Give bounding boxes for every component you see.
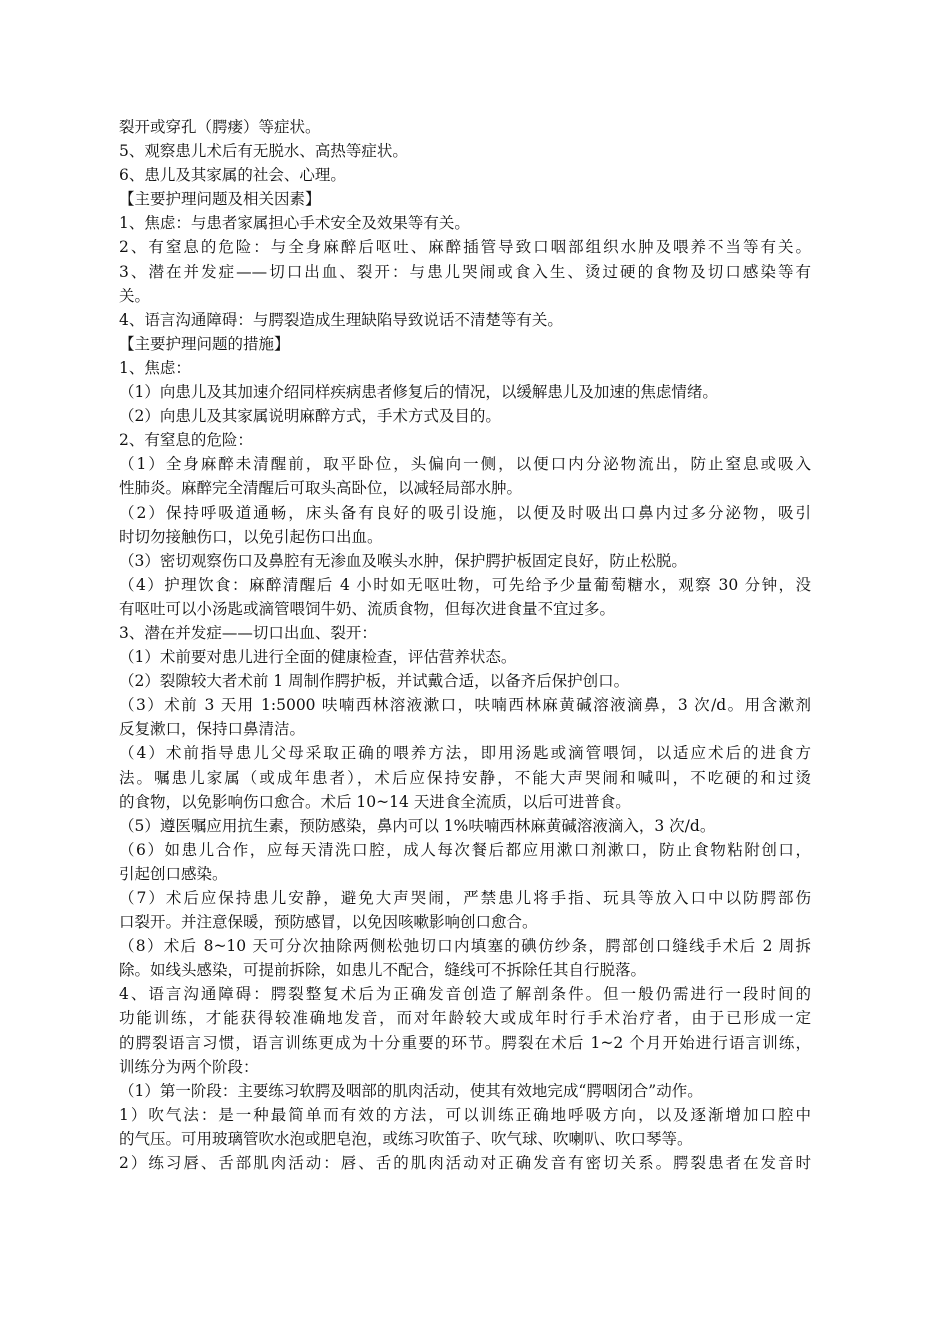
text-line: 的腭裂语言习惯，语言训练更成为十分重要的环节。腭裂在术后 1~2 个月开始进行语言训练， — [119, 1033, 811, 1052]
text-line: 性肺炎。麻醉完全清醒后可取头高卧位，以减轻局部水肿。 — [119, 479, 523, 498]
text-line: 6、患儿及其家属的社会、心理。 — [119, 166, 346, 185]
text-line: 反复漱口，保持口鼻清洁。 — [119, 720, 306, 739]
text-line: 训练分为两个阶段： — [119, 1057, 259, 1076]
text-line: 5、观察患儿术后有无脱水、高热等症状。 — [119, 142, 408, 161]
text-line: 4、语言沟通障碍：与腭裂造成生理缺陷导致说话不清楚等有关。 — [119, 310, 563, 329]
text-line: （8）术后 8~10 天可分次抽除两侧松弛切口内填塞的碘仿纱条，腭部创口缝线手术后 2 周拆 — [119, 937, 811, 956]
text-line: （7）术后应保持患儿安静，避免大声哭闹，严禁患儿将手指、玩具等放入口中以防腭部伤 — [119, 889, 811, 907]
text-line: （4）术前指导患儿父母采取正确的喂养方法，即用汤匙或滴管喂饲，以适应术后的进食方 — [119, 744, 811, 763]
text-line: （1）术前要对患儿进行全面的健康检查，评估营养状态。 — [119, 648, 517, 667]
text-line: （1）全身麻醉未清醒前，取平卧位，头偏向一侧，以便口内分泌物流出，防止窒息或吸入 — [119, 455, 811, 474]
text-line: 引起创口感染。 — [119, 864, 228, 883]
text-line: 1、焦虑： — [119, 358, 191, 377]
text-line: 口裂开。并注意保暖，预防感冒，以免因咳嗽影响创口愈合。 — [119, 913, 538, 932]
text-line: 除。如线头感染，可提前拆除，如患儿不配合，缝线可不拆除任其自行脱落。 — [119, 961, 647, 980]
text-line: 时切勿接触伤口，以免引起伤口出血。 — [119, 527, 383, 546]
text-line: 关。 — [119, 286, 151, 305]
text-line: （1）第一阶段：主要练习软腭及咽部的肌肉活动，使其有效地完成“腭咽闭合”动作。 — [119, 1081, 703, 1100]
text-line: 2）练习唇、舌部肌肉活动：唇、舌的肌肉活动对正确发音有密切关系。腭裂患者在发音时 — [119, 1154, 811, 1173]
text-line: 【主要护理问题及相关因素】 — [119, 190, 321, 209]
text-line: （3）术前 3 天用 1:5000 呋喃西林溶液漱口，呋喃西林麻黄碱溶液滴鼻，3 次/d。用含漱剂 — [119, 696, 811, 715]
text-line: （2）裂隙较大者术前 1 周制作腭护板，并试戴合适，以备齐后保护创口。 — [119, 672, 630, 691]
text-line: 3、潜在并发症——切口出血、裂开： — [119, 623, 377, 642]
text-line: 1、焦虑：与患者家属担心手术安全及效果等有关。 — [119, 214, 470, 233]
text-line: （2）保持呼吸道通畅，床头备有良好的吸引设施，以便及时吸出口鼻内过多分泌物，吸引 — [119, 503, 811, 522]
text-line: 2、有窒息的危险：与全身麻醉后呕吐、麻醉插管导致口咽部组织水肿及喂养不当等有关。 — [119, 238, 811, 257]
document-page — [119, 115, 811, 1175]
text-line: 功能训练，才能获得较准确地发音，而对年龄较大或成年时行手术治疗者，由于已形成一定 — [119, 1009, 811, 1028]
text-line: 4、语言沟通障碍：腭裂整复术后为正确发音创造了解剖条件。但一般仍需进行一段时间的 — [119, 985, 811, 1004]
text-line: 有呕吐可以小汤匙或滴管喂饲牛奶、流质食物，但每次进食量不宜过多。 — [119, 599, 616, 618]
text-line: （1）向患儿及其加速介绍同样疾病患者修复后的情况，以缓解患儿及加速的焦虑情绪。 — [119, 383, 718, 402]
text-line: （6）如患儿合作，应每天清洗口腔，成人每次餐后都应用漱口剂漱口，防止食物粘附创口， — [119, 840, 811, 859]
text-line: 2、有窒息的危险： — [119, 431, 253, 450]
text-line: 【主要护理问题的措施】 — [119, 334, 290, 353]
text-line: （4）护理饮食：麻醉清醒后 4 小时如无呕吐物，可先给予少量葡萄糖水，观察 30 分钟，没 — [119, 575, 811, 594]
text-line: 法。嘱患儿家属（或成年患者），术后应保持安静，不能大声哭闹和喊叫，不吃硬的和过烫 — [119, 768, 811, 787]
text-line: 的食物，以免影响伤口愈合。术后 10~14 天进食全流质，以后可进普食。 — [119, 792, 631, 811]
text-line: （3）密切观察伤口及鼻腔有无渗血及喉头水肿，保护腭护板固定良好，防止松脱。 — [119, 551, 687, 570]
text-line: （5）遵医嘱应用抗生素，预防感染，鼻内可以 1%呋喃西林麻黄碱溶液滴入，3 次/d。 — [119, 816, 716, 835]
text-line: 裂开或穿孔（腭瘘）等症状。 — [119, 118, 321, 136]
text-line: 的气压。可用玻璃管吹水泡或肥皂泡，或练习吹笛子、吹气球、吹喇叭、吹口琴等。 — [119, 1129, 693, 1148]
text-line: 3、潜在并发症——切口出血、裂开：与患儿哭闹或食入生、烫过硬的食物及切口感染等有 — [119, 262, 811, 281]
text-line: 1）吹气法：是一种最简单而有效的方法，可以训练正确地呼吸方向，以及逐渐增加口腔中 — [119, 1105, 811, 1124]
text-line: （2）向患儿及其家属说明麻醉方式，手术方式及目的。 — [119, 407, 501, 426]
